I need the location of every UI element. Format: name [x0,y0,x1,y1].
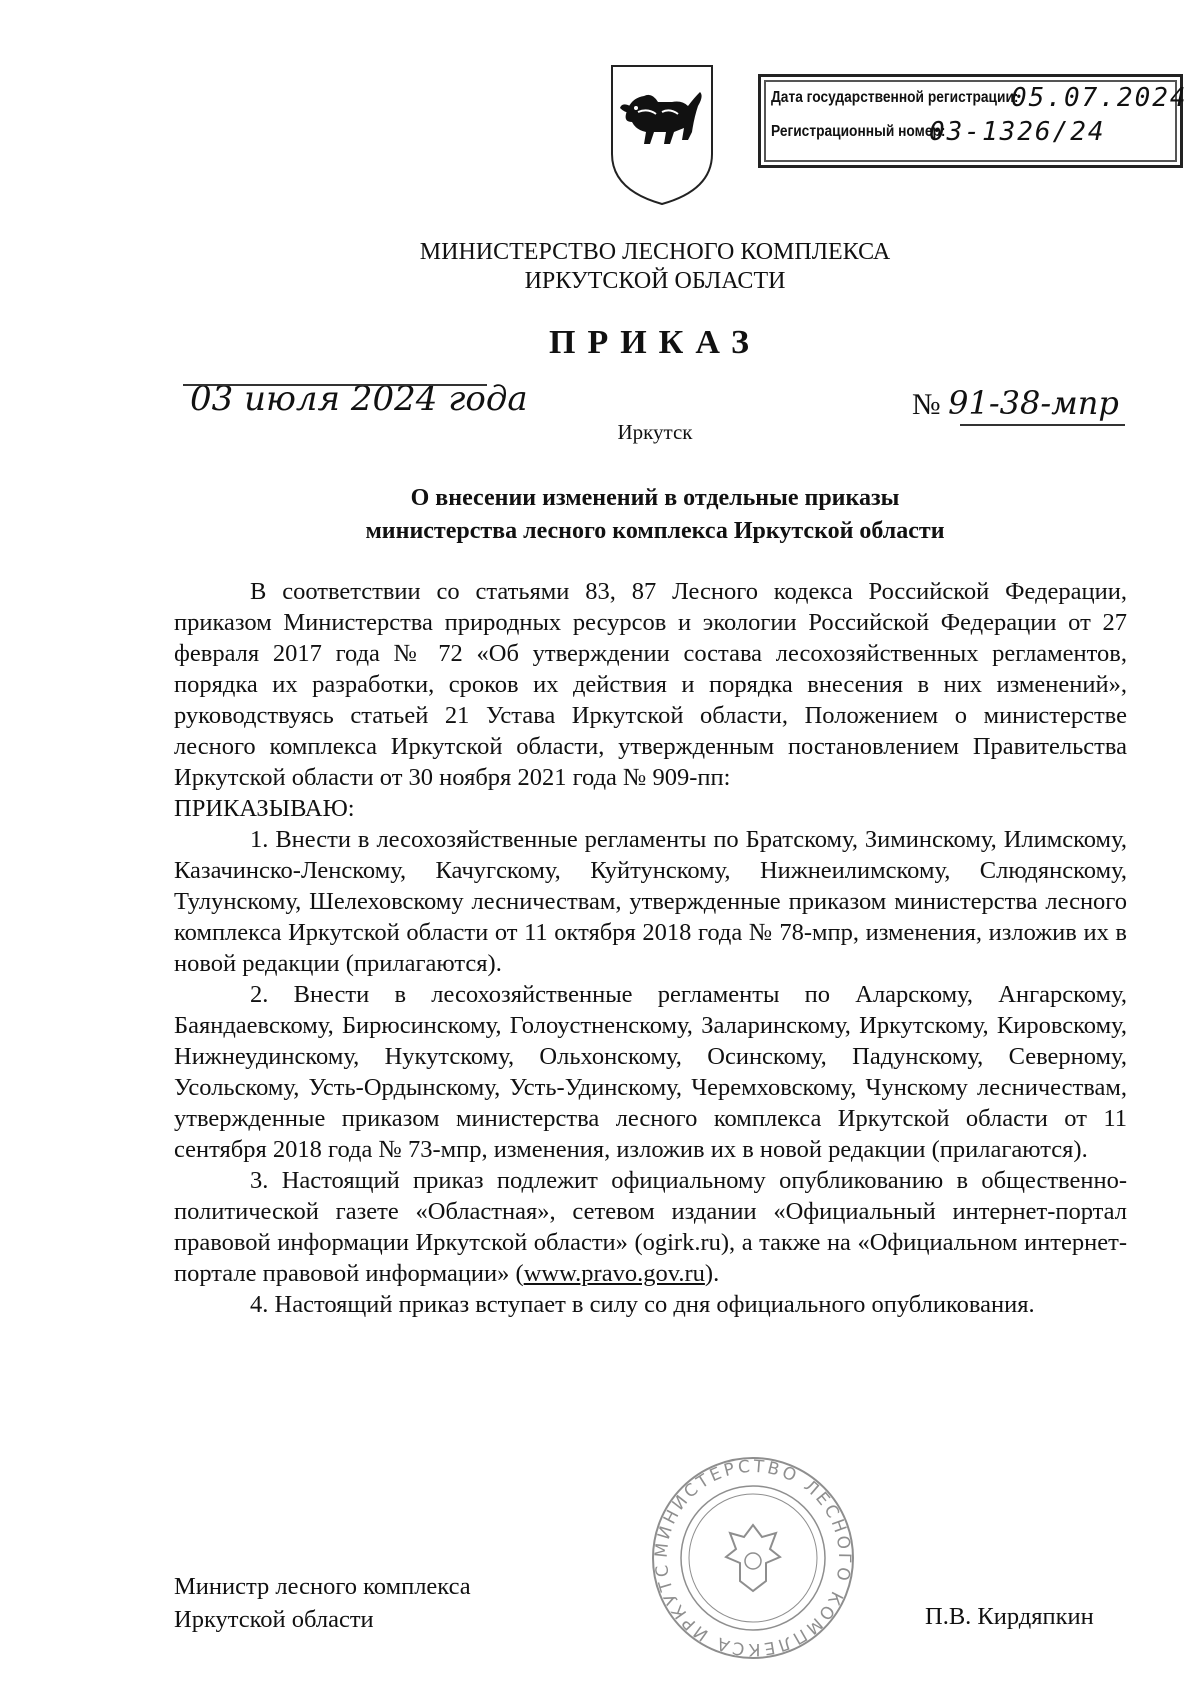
date-underline [183,384,487,386]
registration-number-label: Регистрационный номер: [771,123,946,140]
order-heading-line-2: министерства лесного комплекса Иркутской области [365,518,945,544]
signature-position [174,1570,471,1636]
order-heading [0,482,1200,548]
preamble-paragraph: В соответствии со статьями 83, 87 Лесного кодекса Российской Федерации, приказом Министерства природных ресурсов и экологии Российской Федерации от 27 февраля 2017 года № 72 «Об утверждении состава лесохозяйственных регламентов, порядка их разработки, сроков их действия и порядка внесения в них изменений», руководствуясь статьей 21 Устава Иркутской области, Положением о министерстве лесного комплекса Иркутской области, утвержденным постановлением Правительства Иркутской области от 30 ноября 2021 года № 909-пп: [174,578,1127,791]
order-number [912,384,1119,422]
order-item-2: 2. Внести в лесохозяйственные регламенты по Аларскому, Ангарскому, Баяндаевскому, Бирюсинскому, Голоустненскому, Заларинскому, Иркутскому, Кировскому, Нижнеудинскому, Нукутскому, Ольхонскому, Осинскому, Падунскому, Северному, Усольскому, Усть-Ордынскому, Усть-Удинскому, Черемховскому, Чунскому лесничествам, утвержденные приказом министерства лесного комплекса Иркутской области от 11 сентября 2018 года № 73-мпр, изменения, изложив их в новой редакции (прилагаются). [174,981,1127,1163]
city-name: Иркутск [617,420,693,444]
order-heading-line-1: О внесении изменений в отдельные приказы [410,485,900,511]
official-seal [648,1453,858,1663]
order-word: ПРИКАЗЫВАЮ: [174,795,355,822]
signer-name: П.В. Кирдяпкин [925,1603,1094,1630]
registration-stamp [758,74,1188,168]
item-3-text: 3. Настоящий приказ подлежит официальному опубликованию в общественно-политической газете «Областная», сетевом издании «Официальный интернет-портал правовой информации Иркутской области» (ogirk.ru), а также на «Официальном интернет-портале правовой информации» ( [174,1167,1127,1287]
registration-date-value: 05.07.2024 [1011,83,1188,113]
order-item-1: 1. Внести в лесохозяйственные регламенты по Братскому, Зиминскому, Илимскому, Казачинско-Ленскому, Качугскому, Куйтунскому, Нижнеилимскому, Слюдянскому, Тулунскому, Шелеховскому лесничествам, утвержденные приказом министерства лесного комплекса Иркутской области от 11 октября 2018 года № 78-мпр, изменения, изложив их в новой редакции (прилагаются). [174,826,1127,977]
order-date-handwritten: 03 июля 2024 года [190,379,528,419]
order-body [174,576,1127,1320]
item-3-end: ). [704,1260,720,1287]
registration-date-label: Дата государственной регистрации: [771,89,1019,106]
order-item-4: 4. Настоящий приказ вступает в силу со дня официального опубликования. [250,1291,1035,1318]
registration-number-value: 03-1326/24 [929,117,1106,147]
number-sign: № [912,388,941,421]
seal-text: МИНИСТЕРСТВО ЛЕСНОГО КОМПЛЕКСА ИРКУТС [651,1456,855,1660]
svg-text:МИНИСТЕРСТВО ЛЕСНОГО КОМПЛЕКСА [648,1453,854,1659]
ministry-line-1: МИНИСТЕРСТВО ЛЕСНОГО КОМПЛЕКСА [419,239,891,265]
document-type-title: ПРИКАЗ [549,324,761,361]
coat-of-arms-emblem [608,62,716,207]
pravo-gov-link[interactable]: www.pravo.gov.ru [523,1260,705,1287]
signature-position-line-2: Иркутской области [174,1606,374,1633]
order-item-3 [174,1165,1127,1289]
ministry-line-2: ИРКУТСКОЙ ОБЛАСТИ [524,268,786,294]
ministry-name [0,238,1200,296]
order-number-handwritten: 91-38-мпр [948,384,1119,422]
signature-position-line-1: Министр лесного комплекса [174,1573,471,1600]
